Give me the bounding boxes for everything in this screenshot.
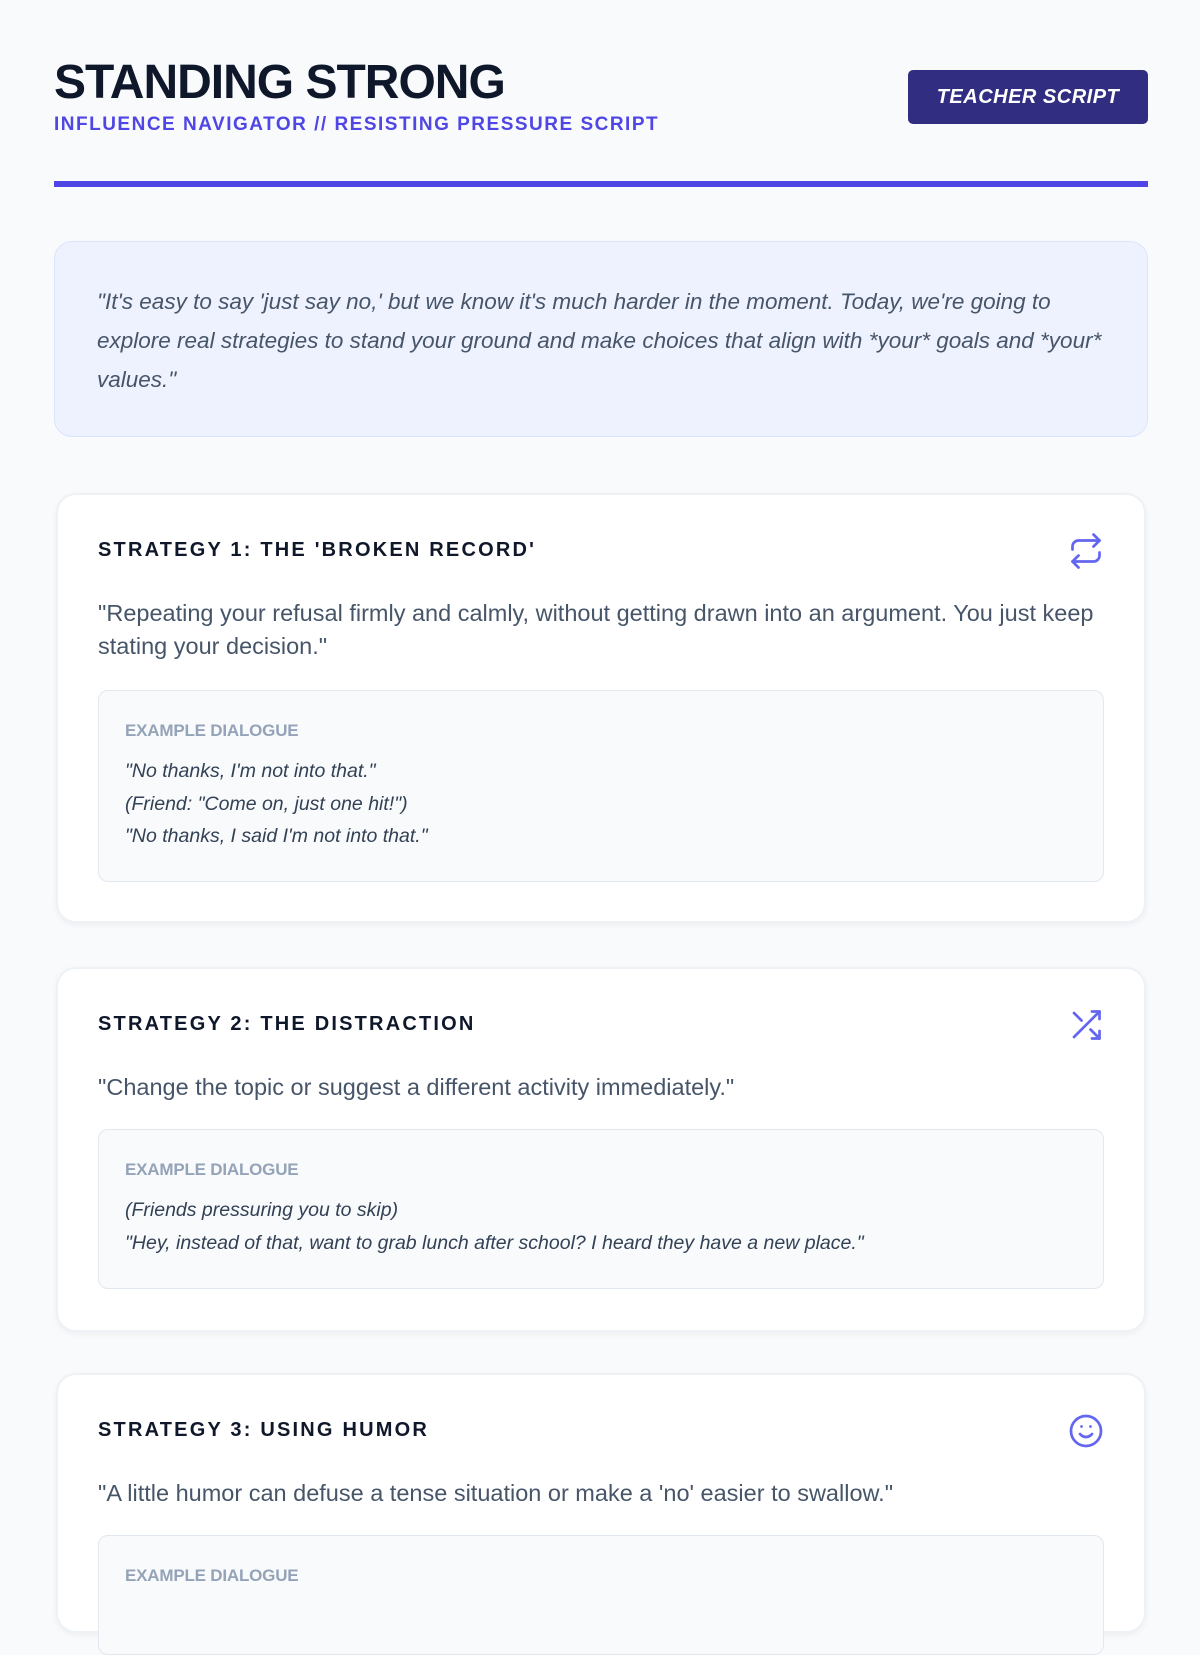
strategy-card-3 [56, 1373, 1146, 1633]
strategy-description: "A little humor can defuse a tense situation or make a 'no' easier to swallow." [98, 1480, 894, 1506]
strategy-description: "Repeating your refusal firmly and calmly, without getting drawn into an argument. You just keep stating your decision." [98, 600, 1094, 659]
strategy-title: STRATEGY 1: THE 'BROKEN RECORD' [98, 539, 537, 561]
example-dialogue-box [98, 690, 1104, 882]
strategy-description: "Change the topic or suggest a different activity immediately." [98, 1074, 735, 1100]
dialogue-line: (Friend: "Come on, just one hit!") [125, 792, 408, 815]
shuffle-icon [1068, 1007, 1104, 1043]
example-dialogue-label: EXAMPLE DIALOGUE [125, 721, 299, 740]
strategy-card-2 [56, 967, 1146, 1332]
teacher-script-badge: TEACHER SCRIPT [908, 70, 1148, 124]
strategy-title: STRATEGY 2: THE DISTRACTION [98, 1013, 476, 1035]
intro-quote-box [54, 241, 1148, 437]
page-header [54, 56, 1148, 136]
intro-quote: "It's easy to say 'just say no,' but we know it's much harder in the moment. Today, we're going to explore real strategies to stand your ground and make choices that align with *your* goals and *your* values." [97, 289, 1102, 392]
page-subtitle: INFLUENCE NAVIGATOR // RESISTING PRESSURE SCRIPT [54, 114, 660, 135]
strategy-title: STRATEGY 3: USING HUMOR [98, 1419, 429, 1441]
dialogue-line: "Hey, instead of that, want to grab lunch after school? I heard they have a new place." [125, 1231, 864, 1254]
strategy-card-1 [56, 493, 1146, 923]
dialogue-line: "No thanks, I said I'm not into that." [125, 825, 428, 847]
example-dialogue-label: EXAMPLE DIALOGUE [125, 1160, 299, 1179]
dialogue-line: (Friends pressuring you to skip) [125, 1199, 399, 1221]
example-dialogue-label: EXAMPLE DIALOGUE [125, 1566, 299, 1585]
repeat-icon [1068, 533, 1104, 569]
example-dialogue-box [98, 1535, 1104, 1655]
page-title: STANDING STRONG [54, 56, 505, 109]
dialogue-line: "No thanks, I'm not into that." [125, 760, 376, 782]
header-divider [54, 181, 1148, 187]
example-dialogue-box [98, 1129, 1104, 1289]
smile-icon [1068, 1413, 1104, 1449]
